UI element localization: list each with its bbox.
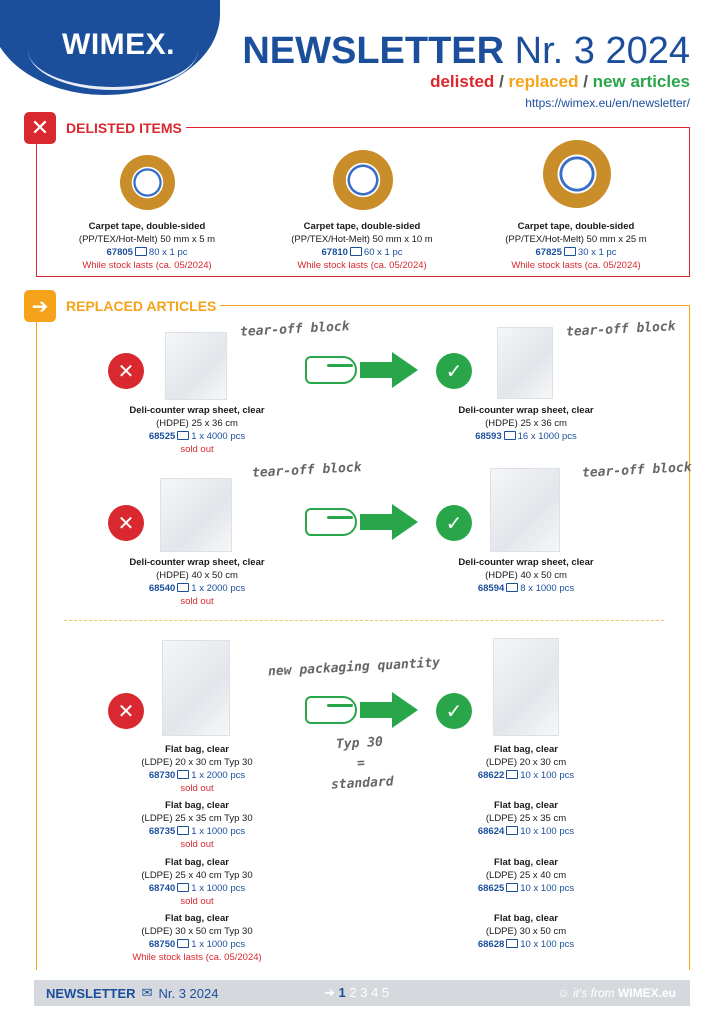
pack-size: 1 x 2000 pcs bbox=[191, 583, 246, 594]
arrow-right-icon bbox=[360, 352, 418, 388]
new-product bbox=[426, 556, 626, 595]
carpet-tape-image bbox=[543, 140, 611, 208]
pack-size: 30 x 1 pc bbox=[577, 247, 617, 258]
product-spec: (HDPE) 40 x 50 cm bbox=[156, 570, 238, 581]
subtitle-separator: / bbox=[499, 72, 504, 91]
x-circle-icon: ✕ bbox=[108, 353, 144, 389]
section-separator bbox=[64, 620, 664, 621]
wrap-sheet-image bbox=[165, 332, 227, 400]
newsletter-url-link[interactable]: https://wimex.eu/en/newsletter/ bbox=[525, 96, 690, 110]
product-name: Flat bag, clear bbox=[494, 857, 558, 868]
product-spec: (PP/TEX/Hot-Melt) 50 mm x 25 m bbox=[505, 234, 647, 245]
article-number: 68730 bbox=[148, 770, 176, 781]
package-icon bbox=[177, 431, 189, 440]
old-product bbox=[97, 799, 297, 851]
product-spec: (HDPE) 25 x 36 cm bbox=[156, 418, 238, 429]
pack-size: 8 x 1000 pcs bbox=[520, 583, 575, 594]
pack-size: 1 x 4000 pcs bbox=[191, 431, 246, 442]
article-number: 68750 bbox=[148, 939, 176, 950]
package-icon bbox=[504, 431, 516, 440]
article-number: 68735 bbox=[148, 826, 176, 837]
page-navigation bbox=[324, 985, 389, 1001]
old-product bbox=[97, 404, 297, 456]
package-icon bbox=[506, 770, 518, 779]
flat-bag-image bbox=[493, 638, 559, 736]
stock-note: While stock lasts (ca. 05/2024) bbox=[511, 260, 641, 271]
article-number: 68624 bbox=[477, 826, 505, 837]
check-circle-icon: ✓ bbox=[436, 353, 472, 389]
product-spec: (HDPE) 40 x 50 cm bbox=[485, 570, 567, 581]
product-spec: (PP/TEX/Hot-Melt) 50 mm x 10 m bbox=[291, 234, 433, 245]
flat-bag-image bbox=[162, 640, 230, 736]
new-product bbox=[426, 404, 626, 443]
smiley-icon: ☺ bbox=[557, 986, 570, 1000]
package-icon bbox=[564, 247, 576, 256]
tagline-text: it's from bbox=[573, 986, 615, 1000]
package-icon bbox=[350, 247, 362, 256]
carpet-tape-image bbox=[120, 155, 175, 210]
product-name: Deli-counter wrap sheet, clear bbox=[129, 405, 265, 416]
stock-note: sold out bbox=[180, 839, 214, 850]
pack-size: 10 x 100 pcs bbox=[520, 883, 575, 894]
product-spec: (LDPE) 20 x 30 cm bbox=[485, 757, 567, 768]
newsletter-subtitle bbox=[430, 72, 690, 92]
product-name: Carpet tape, double-sided bbox=[303, 221, 421, 232]
pack-size: 1 x 2000 pcs bbox=[191, 770, 246, 781]
wrap-sheet-image bbox=[160, 478, 232, 552]
product-name: Flat bag, clear bbox=[165, 800, 229, 811]
typ-annotation: = bbox=[356, 755, 366, 772]
footer-label: NEWSLETTER bbox=[46, 985, 136, 1001]
stock-note: While stock lasts (ca. 05/2024) bbox=[297, 260, 427, 271]
tearoff-annotation: tear-off block bbox=[251, 460, 362, 481]
stock-note: sold out bbox=[180, 596, 214, 607]
product-name: Flat bag, clear bbox=[494, 913, 558, 924]
pack-size: 80 x 1 pc bbox=[148, 247, 188, 258]
tearoff-annotation: tear-off block bbox=[565, 319, 676, 340]
subtitle-replaced: replaced bbox=[508, 72, 579, 91]
arrow-right-icon: ➔ bbox=[24, 290, 56, 322]
package-icon bbox=[177, 939, 189, 948]
wrap-sheet-image bbox=[497, 327, 553, 399]
footer-tagline bbox=[557, 986, 676, 1000]
delisted-product bbox=[476, 220, 676, 272]
arrow-right-icon bbox=[360, 692, 418, 728]
product-name: Deli-counter wrap sheet, clear bbox=[458, 557, 594, 568]
pack-size: 10 x 100 pcs bbox=[520, 939, 575, 950]
pack-size: 10 x 100 pcs bbox=[520, 826, 575, 837]
typ-annotation: Typ 30 bbox=[335, 734, 384, 753]
pack-size: 60 x 1 pc bbox=[363, 247, 403, 258]
stock-note: sold out bbox=[180, 444, 214, 455]
arrow-right-icon bbox=[360, 504, 418, 540]
pack-size: 1 x 1000 pcs bbox=[191, 826, 246, 837]
page-current[interactable]: 1 bbox=[338, 985, 346, 1000]
article-number: 67825 bbox=[535, 247, 562, 258]
package-icon bbox=[506, 883, 518, 892]
product-name: Deli-counter wrap sheet, clear bbox=[458, 405, 594, 416]
stock-note: While stock lasts (ca. 05/2024) bbox=[82, 260, 212, 271]
subtitle-separator: / bbox=[583, 72, 588, 91]
envelope-icon: ✉ bbox=[141, 985, 153, 1000]
pointing-hand-icon bbox=[305, 508, 357, 536]
pack-size: 10 x 100 pcs bbox=[520, 770, 575, 781]
article-number: 68628 bbox=[477, 939, 505, 950]
footer-brand[interactable]: WIMEX.eu bbox=[617, 986, 676, 1000]
subtitle-delisted: delisted bbox=[430, 72, 495, 91]
product-name: Carpet tape, double-sided bbox=[517, 221, 635, 232]
new-product bbox=[426, 912, 626, 951]
x-circle-icon: ✕ bbox=[108, 505, 144, 541]
old-product bbox=[97, 912, 297, 964]
article-number: 68740 bbox=[148, 883, 176, 894]
product-name: Flat bag, clear bbox=[494, 800, 558, 811]
new-quantity-annotation: new packaging quantity bbox=[267, 655, 441, 680]
newsletter-title bbox=[242, 30, 690, 73]
product-spec: (LDPE) 25 x 35 cm bbox=[485, 813, 567, 824]
check-circle-icon: ✓ bbox=[436, 693, 472, 729]
old-product bbox=[97, 556, 297, 608]
article-number: 68594 bbox=[477, 583, 505, 594]
old-product bbox=[97, 856, 297, 908]
tearoff-annotation: tear-off block bbox=[239, 319, 350, 340]
delisted-product bbox=[262, 220, 462, 272]
product-name: Flat bag, clear bbox=[165, 913, 229, 924]
replaced-divider bbox=[205, 305, 690, 306]
wrap-sheet-image bbox=[490, 468, 560, 552]
package-icon bbox=[177, 583, 189, 592]
product-name: Deli-counter wrap sheet, clear bbox=[129, 557, 265, 568]
package-icon bbox=[177, 826, 189, 835]
newsletter-issue: Nr. 3 2024 bbox=[514, 30, 690, 72]
typ-annotation: standard bbox=[330, 774, 394, 793]
delisted-product bbox=[47, 220, 247, 272]
package-icon bbox=[177, 883, 189, 892]
article-number: 68625 bbox=[477, 883, 505, 894]
subtitle-new: new articles bbox=[592, 72, 690, 91]
product-name: Carpet tape, double-sided bbox=[88, 221, 206, 232]
pack-size: 1 x 1000 pcs bbox=[191, 883, 246, 894]
stock-note: While stock lasts (ca. 05/2024) bbox=[132, 952, 262, 963]
article-number: 68540 bbox=[148, 583, 176, 594]
product-spec: (LDPE) 30 x 50 cm bbox=[485, 926, 567, 937]
product-name: Flat bag, clear bbox=[165, 744, 229, 755]
x-icon: ✕ bbox=[24, 112, 56, 144]
x-circle-icon: ✕ bbox=[108, 693, 144, 729]
footer-bar bbox=[34, 980, 690, 1006]
product-spec: (HDPE) 25 x 36 cm bbox=[485, 418, 567, 429]
package-icon bbox=[506, 939, 518, 948]
stock-note: sold out bbox=[180, 783, 214, 794]
product-spec: (LDPE) 25 x 40 cm bbox=[485, 870, 567, 881]
new-product bbox=[426, 856, 626, 895]
delisted-heading: DELISTED ITEMS bbox=[62, 120, 186, 136]
wimex-logo[interactable]: WIMEX. bbox=[62, 28, 175, 61]
footer-issue: Nr. 3 2024 bbox=[158, 985, 219, 1001]
tearoff-annotation: tear-off block bbox=[581, 460, 692, 481]
package-icon bbox=[177, 770, 189, 779]
pack-size: 16 x 1000 pcs bbox=[517, 431, 577, 442]
newsletter-title-bold: NEWSLETTER bbox=[242, 30, 505, 72]
product-spec: (LDPE) 25 x 40 cm Typ 30 bbox=[141, 870, 253, 881]
product-spec: (LDPE) 25 x 35 cm Typ 30 bbox=[141, 813, 253, 824]
arrow-right-icon: ➔ bbox=[324, 985, 335, 1000]
check-circle-icon: ✓ bbox=[436, 505, 472, 541]
article-number: 67805 bbox=[106, 247, 133, 258]
pointing-hand-icon bbox=[305, 696, 357, 724]
article-number: 68593 bbox=[475, 431, 502, 442]
pages-other[interactable]: 2 3 4 5 bbox=[349, 985, 390, 1000]
package-icon bbox=[506, 583, 518, 592]
product-spec: (LDPE) 20 x 30 cm Typ 30 bbox=[141, 757, 253, 768]
article-number: 68622 bbox=[477, 770, 505, 781]
package-icon bbox=[135, 247, 147, 256]
pack-size: 1 x 1000 pcs bbox=[191, 939, 246, 950]
product-name: Flat bag, clear bbox=[165, 857, 229, 868]
replaced-heading: REPLACED ARTICLES bbox=[62, 298, 220, 314]
product-name: Flat bag, clear bbox=[494, 744, 558, 755]
package-icon bbox=[506, 826, 518, 835]
new-product bbox=[426, 743, 626, 782]
new-product bbox=[426, 799, 626, 838]
delisted-divider bbox=[180, 127, 690, 128]
stock-note: sold out bbox=[180, 896, 214, 907]
article-number: 67810 bbox=[321, 247, 348, 258]
article-number: 68525 bbox=[148, 431, 176, 442]
product-spec: (PP/TEX/Hot-Melt) 50 mm x 5 m bbox=[78, 234, 216, 245]
pointing-hand-icon bbox=[305, 356, 357, 384]
old-product bbox=[97, 743, 297, 795]
carpet-tape-image bbox=[333, 150, 393, 210]
product-spec: (LDPE) 30 x 50 cm Typ 30 bbox=[141, 926, 253, 937]
